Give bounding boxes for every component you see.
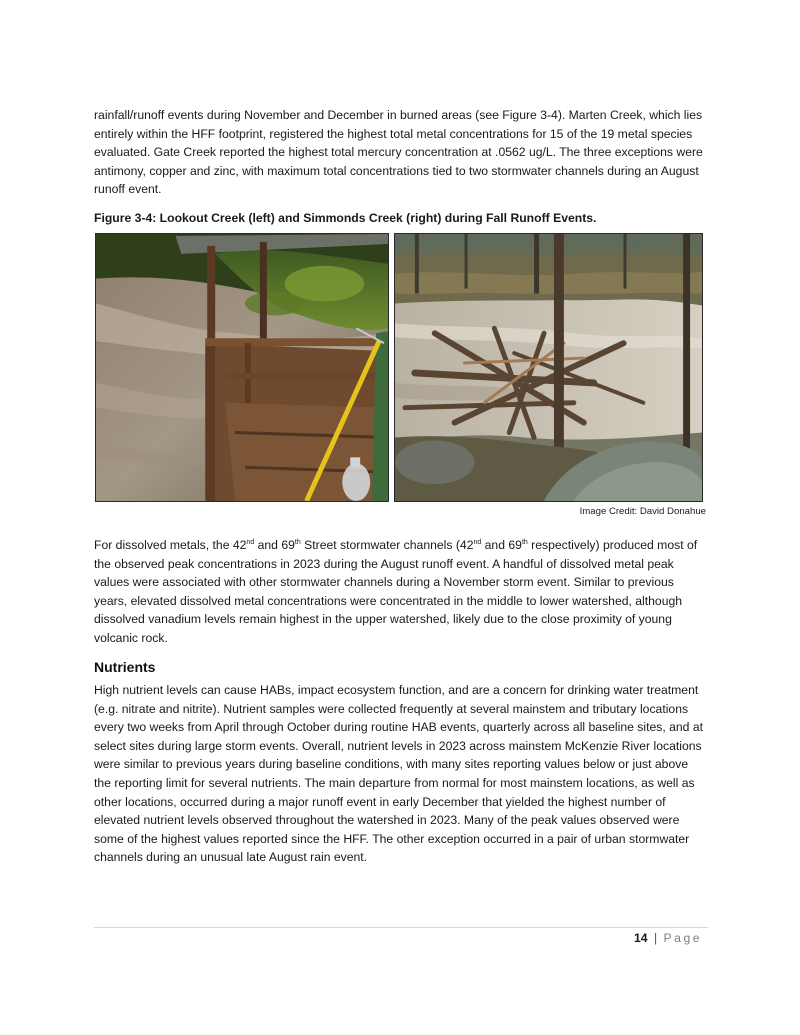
paragraph-text-segment: respectively) produced most of the observed peak concentrations in 2023 during the August runoff event. A handful of dissolved metal peak values were associated with other stormwater channels during a November storm event. Similar to previous years, elevated dissolved metal concentrations were concentrated in the middle to lower watershed, although dissolved vanadium levels remain highest in the upper watershed, likely due to the close proximity of young volcanic rock.	[94, 538, 698, 645]
paragraph-text-segment: and 69	[481, 538, 522, 552]
paragraph-nutrients: High nutrient levels can cause HABs, impact ecosystem function, and are a concern for drinking water treatment (e.g. nitrate and nitrite). Nutrient samples were collected frequently at several mainstem and tributary locations every two weeks from April through October during routine HAB events, quarterly across all baseline sites, and at select sites during large storm events. Overall, nutrient levels in 2023 across mainstem McKenzie River locations were similar to previous years during baseline conditions, with many sites reporting values below or just above the reporting limit for several nutrients. The main departure from normal for most mainstem locations, as well as other locations, occurred during a major runoff event in early December that yielded the highest number of elevated nutrient levels observed throughout the watershed in 2023. Many of the peak values observed were some of the highest values reported since the HFF. The other exception occurred in a pair of urban stormwater channels during an unusual late August rain event.	[94, 683, 703, 865]
page-label: Page	[663, 931, 702, 945]
paragraph-text-segment: Street stormwater channels (42	[300, 538, 474, 552]
paragraph-metals-total: rainfall/runoff events during November and December in burned areas (see Figure 3-4). Marten Creek, which lies entirely within the HFF footprint, registered the highest total metal concentrations for 15 of the 19 metal species evaluated. Gate Creek reported the highest total mercury concentration at .0562 ug/L. The three exceptions were antimony, copper and zinc, with maximum total concentrations tied to two stormwater channels during an August runoff event.	[94, 108, 703, 197]
footer-divider	[94, 927, 708, 928]
simmonds-creek-photo	[394, 233, 703, 502]
page-number: 14	[634, 931, 648, 945]
lookout-creek-photo	[95, 233, 389, 502]
image-credit: Image Credit: David Donahue	[579, 506, 706, 517]
simmonds-creek-illustration	[395, 234, 702, 501]
figure-caption: Figure 3-4: Lookout Creek (left) and Simmonds Creek (right) during Fall Runoff Events.	[94, 211, 597, 225]
ordinal-suffix: th	[294, 538, 301, 546]
page-footer	[634, 931, 702, 945]
footer-separator: |	[653, 931, 658, 945]
section-heading-nutrients: Nutrients	[94, 659, 156, 675]
ordinal-suffix: nd	[246, 538, 255, 546]
paragraph-text-segment: and 69	[254, 538, 295, 552]
paragraph-dissolved-metals	[94, 536, 708, 648]
ordinal-suffix: th	[521, 538, 528, 546]
paragraph-text-segment: For dissolved metals, the 42	[94, 538, 247, 552]
ordinal-suffix: nd	[473, 538, 482, 546]
lookout-creek-illustration	[96, 234, 388, 501]
